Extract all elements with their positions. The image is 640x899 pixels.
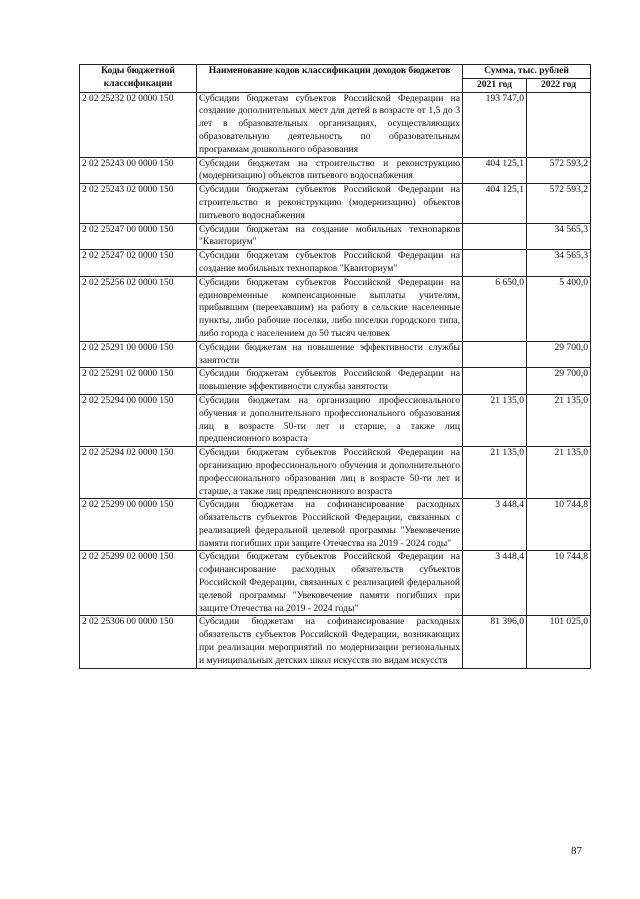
value-2021-cell: 404 125,1 xyxy=(463,184,527,223)
code-cell: 2 02 25256 02 0000 150 xyxy=(80,276,197,341)
table-row xyxy=(80,551,591,616)
value-2022-cell: 10 744,8 xyxy=(527,499,591,551)
value-2021-cell xyxy=(463,250,527,277)
value-2022-cell: 34 565,3 xyxy=(527,223,591,250)
name-cell: Субсидии бюджетам субъектов Российской Федерации на единовременные компенсационные выплаты учителям, прибывшим (переехавшим) на работу в сельские населенные пункты, либо рабочие поселки, либо поселки городского типа, либо города с населением до 50 тысяч человек xyxy=(197,276,463,341)
name-cell: Субсидии бюджетам на повышение эффективности службы занятости xyxy=(197,341,463,368)
table-row xyxy=(80,368,591,395)
code-cell: 2 02 25294 00 0000 150 xyxy=(80,394,197,446)
name-cell: Субсидии бюджетам субъектов Российской Федерации на повышение эффективности службы занятости xyxy=(197,368,463,395)
value-2021-cell: 21 135,0 xyxy=(463,447,527,499)
value-2022-cell xyxy=(527,92,591,157)
name-cell: Субсидии бюджетам на создание мобильных технопарков "Кванториум" xyxy=(197,223,463,250)
budget-table xyxy=(79,64,591,669)
table-row xyxy=(80,499,591,551)
name-cell: Субсидии бюджетам на софинансирование расходных обязательств субъектов Российской Федерации, возникающих при реализации мероприятий по модернизации региональных и муниципальных детских школ искусств по видам искусств xyxy=(197,616,463,668)
table-row xyxy=(80,92,591,157)
value-2022-cell: 34 565,3 xyxy=(527,250,591,277)
value-2022-cell: 572 593,2 xyxy=(527,157,591,184)
header-name: Наименование кодов классификации доходов бюджетов xyxy=(197,65,463,93)
code-cell: 2 02 25291 02 0000 150 xyxy=(80,368,197,395)
value-2022-cell: 572 593,2 xyxy=(527,184,591,223)
code-cell: 2 02 25299 02 0000 150 xyxy=(80,551,197,616)
value-2021-cell xyxy=(463,341,527,368)
value-2022-cell: 10 744,8 xyxy=(527,551,591,616)
header-codes: Коды бюджетной классификации xyxy=(80,65,197,93)
value-2022-cell: 21 135,0 xyxy=(527,394,591,446)
code-cell: 2 02 25243 02 0000 150 xyxy=(80,184,197,223)
value-2021-cell: 3 448,4 xyxy=(463,551,527,616)
page-number: 87 xyxy=(571,845,582,857)
name-cell: Субсидии бюджетам субъектов Российской Федерации на софинансирование расходных обязательств субъектов Российской Федерации, связанных с реализацией федеральной целевой программы "Увековечение памяти погибших при защите Отечества на 2019 - 2024 годы" xyxy=(197,551,463,616)
header-2021: 2021 год xyxy=(463,78,527,92)
table-row xyxy=(80,616,591,668)
name-cell: Субсидии бюджетам субъектов Российской Федерации на создание дополнительных мест для детей в возрасте от 1,5 до 3 лет в образовательных организациях, осуществляющих образовательную деятельность по образовательным программам дошкольного образования xyxy=(197,92,463,157)
table-body xyxy=(80,92,591,668)
value-2021-cell: 21 135,0 xyxy=(463,394,527,446)
table-row xyxy=(80,184,591,223)
value-2022-cell: 29 700,0 xyxy=(527,341,591,368)
name-cell: Субсидии бюджетам на организацию профессионального обучения и дополнительного профессионального образования лиц в возрасте 50-ти лет и старше, а также лиц предпенсионного возраста xyxy=(197,394,463,446)
name-cell: Субсидии бюджетам на софинансирование расходных обязательств субъектов Российской Федерации, связанных с реализацией федеральной целевой программы "Увековечение памяти погибших при защите Отечества на 2019 - 2024 годы" xyxy=(197,499,463,551)
value-2022-cell: 101 025,0 xyxy=(527,616,591,668)
name-cell: Субсидии бюджетам на строительство и реконструкцию (модернизацию) объектов питьевого водоснабжения xyxy=(197,157,463,184)
value-2021-cell: 3 448,4 xyxy=(463,499,527,551)
value-2021-cell: 6 650,0 xyxy=(463,276,527,341)
value-2021-cell: 193 747,0 xyxy=(463,92,527,157)
name-cell: Субсидии бюджетам субъектов Российской Федерации на создание мобильных технопарков "Кванториум" xyxy=(197,250,463,277)
value-2022-cell: 21 135,0 xyxy=(527,447,591,499)
value-2021-cell xyxy=(463,223,527,250)
table-row xyxy=(80,223,591,250)
code-cell: 2 02 25243 00 0000 150 xyxy=(80,157,197,184)
table-row xyxy=(80,341,591,368)
table-row xyxy=(80,157,591,184)
code-cell: 2 02 25294 02 0000 150 xyxy=(80,447,197,499)
code-cell: 2 02 25299 00 0000 150 xyxy=(80,499,197,551)
value-2022-cell: 5 400,0 xyxy=(527,276,591,341)
value-2021-cell: 404 125,1 xyxy=(463,157,527,184)
table-row xyxy=(80,394,591,446)
code-cell: 2 02 25306 00 0000 150 xyxy=(80,616,197,668)
table-row xyxy=(80,250,591,277)
name-cell: Субсидии бюджетам субъектов Российской Федерации на организацию профессионального обучения и дополнительного профессионального образования лиц в возрасте 50-ти лет и старше, а также лиц предпенсионного возраста xyxy=(197,447,463,499)
code-cell: 2 02 25247 00 0000 150 xyxy=(80,223,197,250)
code-cell: 2 02 25232 02 0000 150 xyxy=(80,92,197,157)
code-cell: 2 02 25291 00 0000 150 xyxy=(80,341,197,368)
header-2022: 2022 год xyxy=(527,78,591,92)
table-row xyxy=(80,276,591,341)
name-cell: Субсидии бюджетам субъектов Российской Федерации на строительство и реконструкцию (модернизацию) объектов питьевого водоснабжения xyxy=(197,184,463,223)
value-2021-cell: 81 396,0 xyxy=(463,616,527,668)
value-2021-cell xyxy=(463,368,527,395)
value-2022-cell: 29 700,0 xyxy=(527,368,591,395)
table-row xyxy=(80,447,591,499)
code-cell: 2 02 25247 02 0000 150 xyxy=(80,250,197,277)
header-sum: Сумма, тыс. рублей xyxy=(463,65,591,79)
